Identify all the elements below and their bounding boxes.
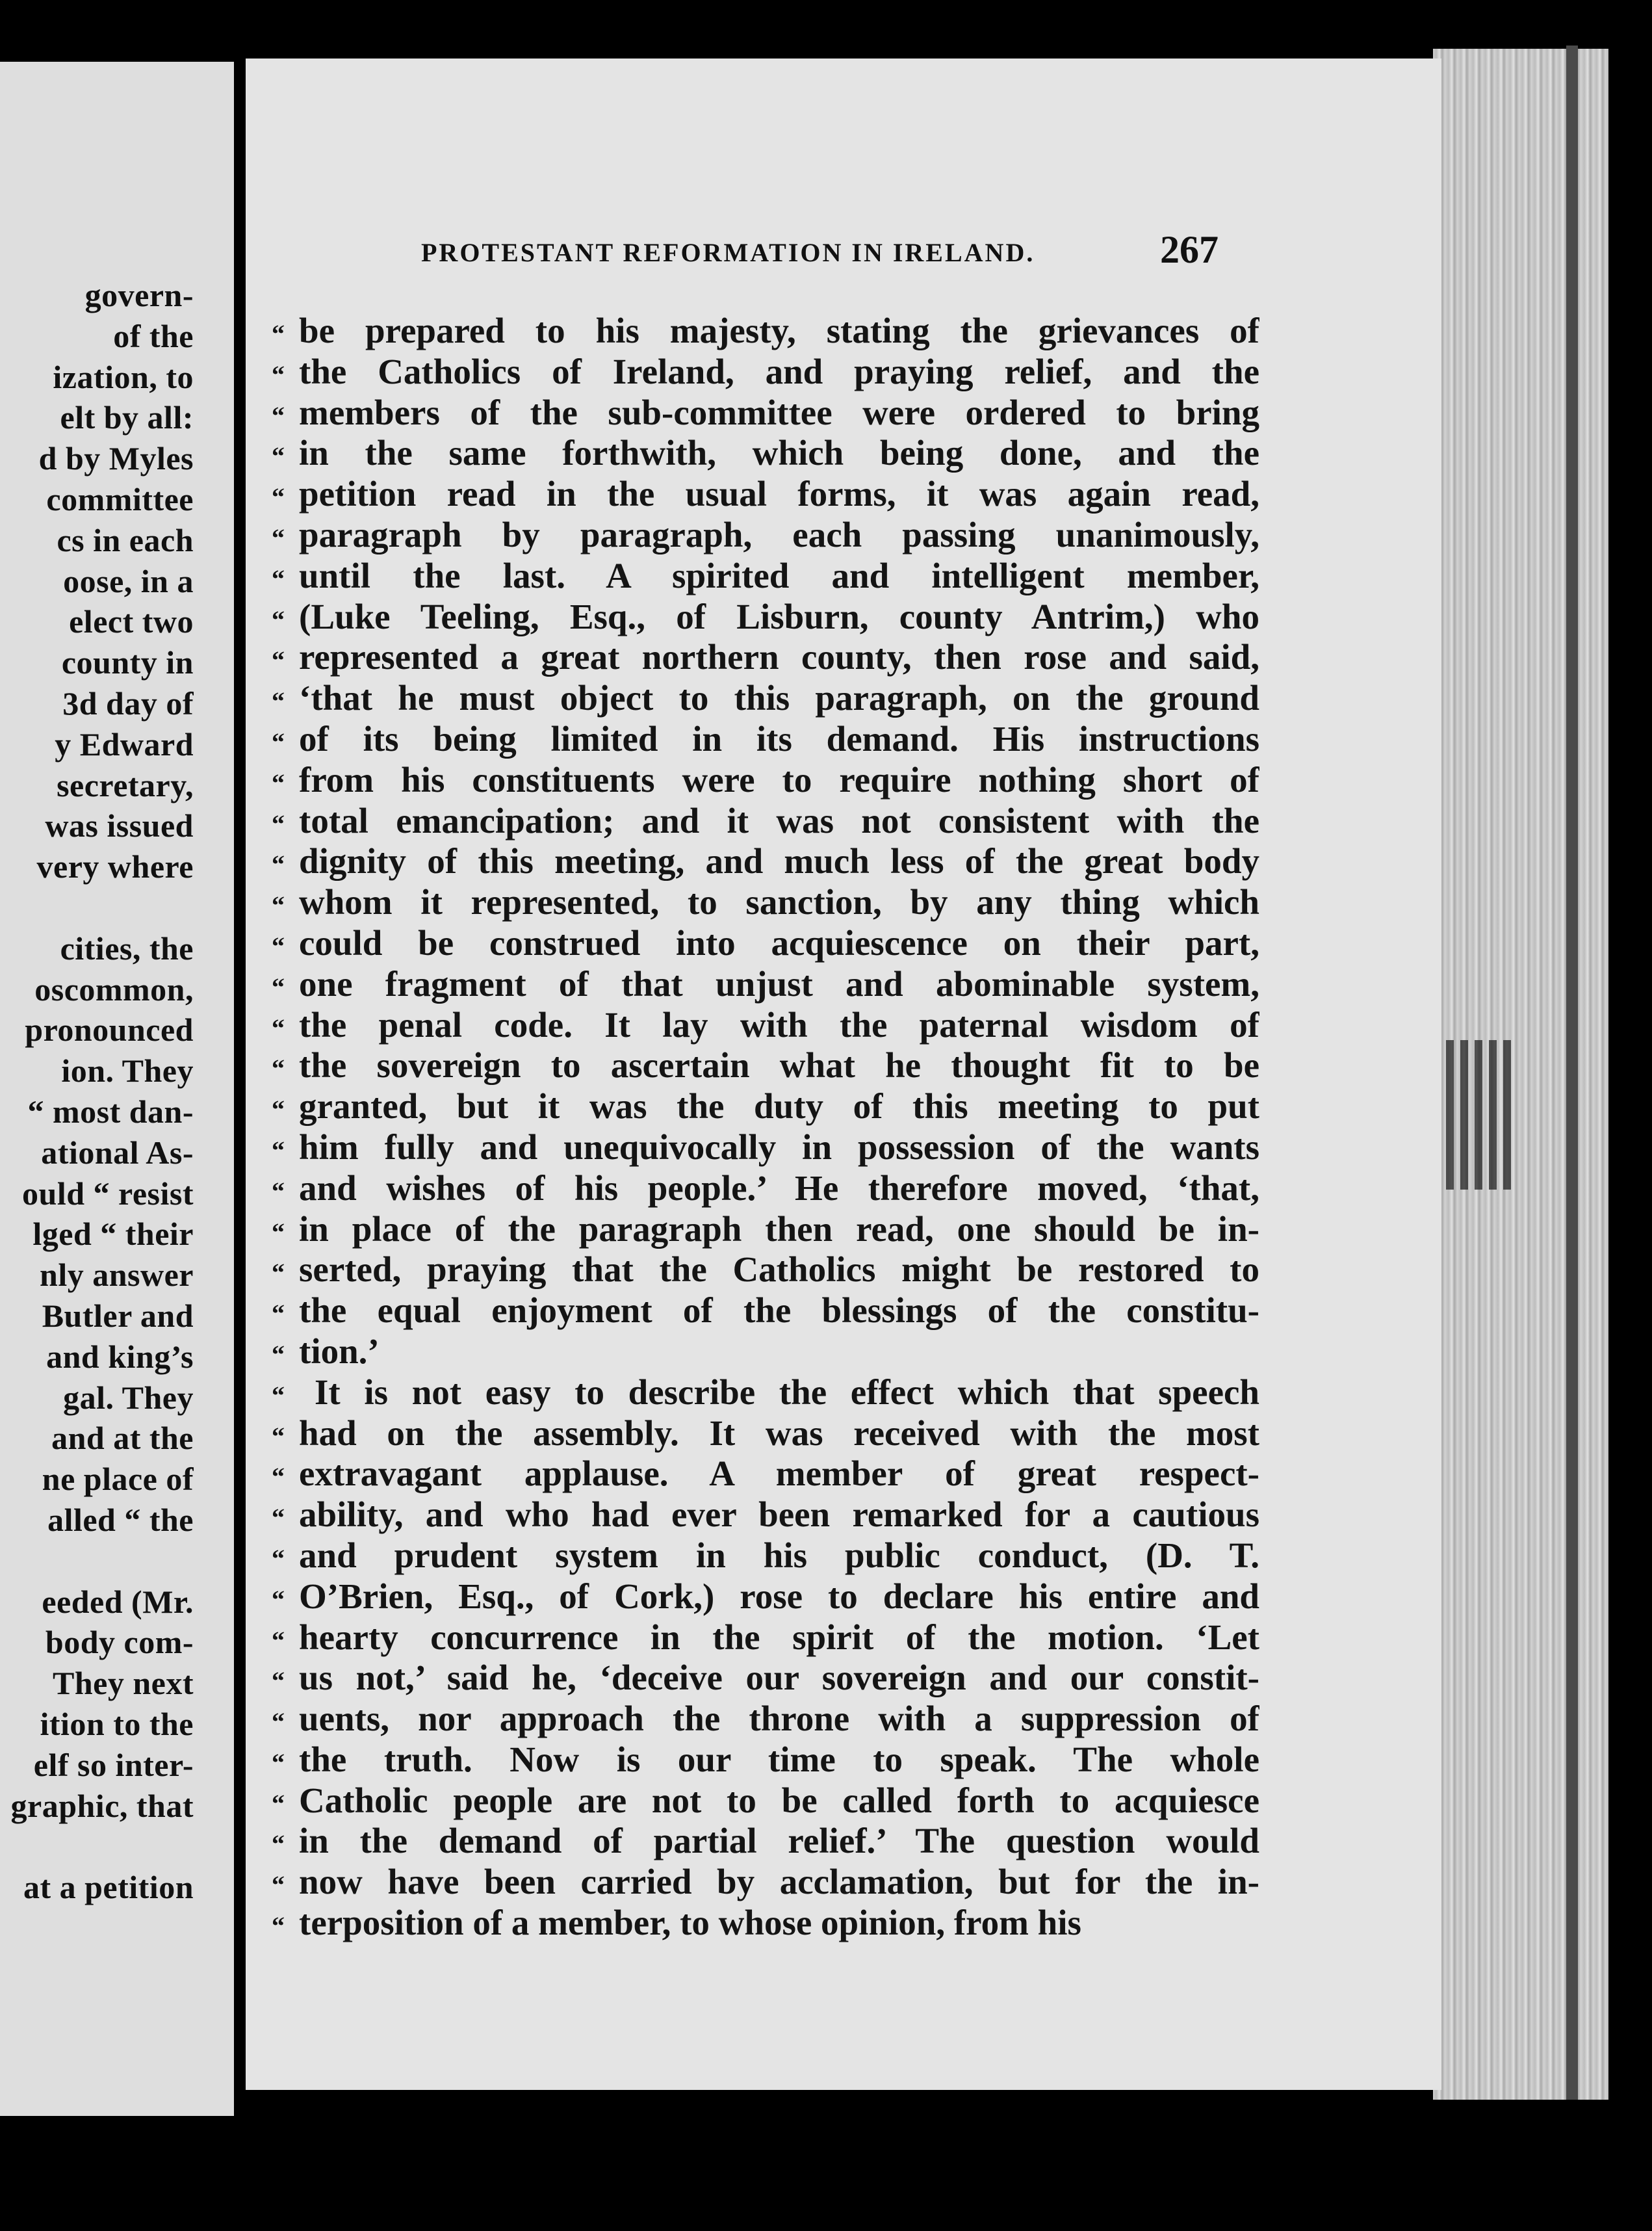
line-text: in the demand of partial relief.’ The question would xyxy=(299,1821,1259,1861)
line-text: Catholic people are not to be called forth to acquiesce xyxy=(299,1780,1259,1820)
left-page-line: and at the xyxy=(51,1420,194,1457)
text-line xyxy=(272,1372,1259,1413)
text-line xyxy=(272,515,1259,556)
line-text: one fragment of that unjust and abominable system, xyxy=(299,963,1259,1004)
quote-mark: “ xyxy=(272,359,285,389)
quote-mark: “ xyxy=(272,1095,285,1125)
text-line xyxy=(272,882,1259,923)
quote-mark: “ xyxy=(272,809,285,839)
text-line xyxy=(272,393,1259,434)
text-line xyxy=(272,433,1259,474)
line-text: of its being limited in its demand. His instructions xyxy=(299,718,1259,759)
text-line xyxy=(272,1086,1259,1127)
quote-mark: “ xyxy=(272,1135,285,1165)
text-line xyxy=(272,1781,1259,1821)
line-text: paragraph by paragraph, each passing unanimously, xyxy=(299,514,1259,554)
line-text: ability, and who had ever been remarked for a cautious xyxy=(299,1494,1259,1535)
quote-mark: “ xyxy=(272,605,285,634)
left-page-line: oscommon, xyxy=(34,971,194,1008)
left-page-line: nly answer xyxy=(40,1257,194,1294)
line-text: (Luke Teeling, Esq., of Lisburn, county Antrim,) who xyxy=(299,596,1259,636)
quote-mark: “ xyxy=(272,1421,285,1451)
line-text: the equal enjoyment of the blessings of the constitu- xyxy=(299,1290,1259,1331)
left-page-line: ion. They xyxy=(61,1052,194,1089)
quote-mark: “ xyxy=(272,931,285,961)
text-line xyxy=(272,1454,1259,1494)
line-text: total emancipation; and it was not consistent with the xyxy=(299,800,1259,841)
left-page-line: Butler and xyxy=(42,1298,194,1334)
text-line xyxy=(272,923,1259,964)
quote-mark: “ xyxy=(272,523,285,553)
line-text: from his constituents were to require nothing short of xyxy=(299,759,1259,800)
quote-mark: “ xyxy=(272,400,285,430)
left-page-line: elt by all: xyxy=(60,399,194,436)
quote-mark: “ xyxy=(272,1462,285,1492)
left-page-line: eeded (Mr. xyxy=(42,1583,194,1620)
line-text: hearty concurrence in the spirit of the motion. ‘Let xyxy=(299,1617,1259,1657)
text-line xyxy=(272,1168,1259,1209)
text-line xyxy=(272,1862,1259,1903)
line-text: had on the assembly. It was received with the most xyxy=(299,1413,1259,1453)
quote-mark: “ xyxy=(272,1176,285,1206)
left-page-line: oose, in a xyxy=(63,562,194,599)
quote-mark: “ xyxy=(272,1339,285,1369)
quote-mark: “ xyxy=(272,1543,285,1573)
line-text: and prudent system in his public conduct, (D. T. xyxy=(299,1535,1259,1575)
left-page-line: ization, to xyxy=(53,358,194,395)
text-line xyxy=(272,1576,1259,1617)
quote-mark: “ xyxy=(272,1217,285,1247)
line-text: members of the sub-committee were ordered to bring xyxy=(299,392,1259,432)
line-text: serted, praying that the Catholics might be restored to xyxy=(299,1249,1259,1290)
quote-mark: “ xyxy=(272,1584,285,1614)
quote-mark: “ xyxy=(272,972,285,1002)
left-page-line: secretary, xyxy=(57,766,194,803)
text-line xyxy=(272,801,1259,842)
quote-mark: “ xyxy=(272,1299,285,1329)
line-text: uents, nor approach the throne with a suppression of xyxy=(299,1699,1259,1739)
line-text: until the last. A spirited and intelligent member, xyxy=(299,555,1259,595)
left-page-line: body com- xyxy=(45,1624,194,1661)
text-line xyxy=(272,1535,1259,1576)
text-line xyxy=(272,1209,1259,1250)
left-page-line: at a petition xyxy=(23,1869,194,1906)
left-page-line: They next xyxy=(53,1665,194,1702)
quote-mark: “ xyxy=(272,850,285,880)
left-page-line: county in xyxy=(61,644,194,681)
line-text: tion.’ xyxy=(299,1331,380,1371)
left-page-line: committee xyxy=(46,481,194,517)
quote-mark: “ xyxy=(272,441,285,471)
text-line xyxy=(272,597,1259,638)
left-page-line: elect two xyxy=(69,603,194,640)
text-line xyxy=(272,637,1259,678)
line-text: and wishes of his people.’ He therefore moved, ‘that, xyxy=(299,1168,1259,1208)
page-number: 267 xyxy=(1160,228,1219,271)
text-line xyxy=(272,1494,1259,1535)
left-page-line: “ most dan- xyxy=(27,1093,194,1130)
quote-mark: “ xyxy=(272,1013,285,1043)
text-line xyxy=(272,1740,1259,1781)
left-page-line: ition to the xyxy=(40,1706,194,1742)
text-line xyxy=(272,1249,1259,1290)
line-text: ‘that he must object to this paragraph, on the ground xyxy=(299,678,1259,718)
left-page-line: was issued xyxy=(45,807,194,844)
text-line xyxy=(272,1331,1259,1372)
line-text: be prepared to his majesty, stating the grievances of xyxy=(299,311,1259,350)
text-line xyxy=(272,1821,1259,1862)
text-line xyxy=(272,719,1259,760)
line-text: the truth. Now is our time to speak. The whole xyxy=(299,1739,1259,1779)
line-text: the Catholics of Ireland, and praying relief, and the xyxy=(299,351,1259,391)
quote-mark: “ xyxy=(272,727,285,757)
text-line xyxy=(272,1413,1259,1454)
quote-mark: “ xyxy=(272,1625,285,1655)
left-page-line: of the xyxy=(113,317,194,354)
left-page-line: and king’s xyxy=(46,1338,194,1375)
left-page-line: ational As- xyxy=(41,1134,194,1171)
quote-mark: “ xyxy=(272,1380,285,1410)
quote-mark: “ xyxy=(272,1870,285,1900)
quote-mark: “ xyxy=(272,1258,285,1288)
quote-mark: “ xyxy=(272,1707,285,1737)
page-edge-shadow xyxy=(1566,46,1578,2100)
text-line xyxy=(272,760,1259,801)
left-page-line: d by Myles xyxy=(38,440,194,477)
left-page-line: y Edward xyxy=(55,725,194,763)
left-page-line: pronounced xyxy=(25,1011,194,1049)
left-page-line: cities, the xyxy=(60,930,194,967)
left-page-line: cs in each xyxy=(57,521,194,558)
running-head: PROTESTANT REFORMATION IN IRELAND. xyxy=(421,238,1035,267)
left-page-line: ould “ resist xyxy=(22,1175,194,1212)
text-line xyxy=(272,1005,1259,1046)
text-line xyxy=(272,1903,1259,1944)
line-text: in place of the paragraph then read, one should be in- xyxy=(299,1208,1259,1249)
quote-mark: “ xyxy=(272,891,285,920)
text-line xyxy=(272,1045,1259,1086)
line-text: could be construed into acquiescence on their part, xyxy=(299,922,1259,963)
left-page-line: very where xyxy=(36,848,194,885)
line-text: him fully and unequivocally in possession of the wants xyxy=(299,1127,1259,1167)
line-text: represented a great northern county, then rose and said, xyxy=(299,637,1259,677)
left-page-line: elf so inter- xyxy=(33,1746,194,1783)
quote-mark: “ xyxy=(272,646,285,675)
line-text: whom it represented, to sanction, by any thing which xyxy=(299,882,1259,922)
left-page-line: lged “ their xyxy=(32,1216,194,1253)
left-page-line: gal. They xyxy=(63,1379,194,1416)
left-page-line: alled “ the xyxy=(47,1502,194,1538)
line-text: the penal code. It lay with the paternal wisdom of xyxy=(299,1004,1259,1045)
quote-mark: “ xyxy=(272,319,285,348)
quote-mark: “ xyxy=(272,1666,285,1696)
line-text: It is not easy to describe the effect which that speech xyxy=(315,1372,1259,1412)
text-line xyxy=(272,352,1259,393)
body-text xyxy=(272,311,1259,1944)
text-line xyxy=(272,1127,1259,1168)
text-line xyxy=(272,678,1259,719)
quote-mark: “ xyxy=(272,686,285,716)
line-text: petition read in the usual forms, it was again read, xyxy=(299,474,1259,514)
left-page-line: govern- xyxy=(84,277,194,313)
text-line xyxy=(272,1617,1259,1658)
text-line xyxy=(272,841,1259,882)
line-text: us not,’ said he, ‘deceive our sovereign and our constit- xyxy=(299,1658,1259,1698)
text-line xyxy=(272,1290,1259,1331)
line-text: O’Brien, Esq., of Cork,) rose to declare his entire and xyxy=(299,1576,1259,1616)
line-text: in the same forthwith, which being done, and the xyxy=(299,433,1259,473)
line-text: dignity of this meeting, and much less of the great body xyxy=(299,841,1259,881)
text-line xyxy=(272,1658,1259,1699)
line-text: now have been carried by acclamation, but for the in- xyxy=(299,1862,1259,1902)
quote-mark: “ xyxy=(272,1788,285,1818)
quote-mark: “ xyxy=(272,1911,285,1941)
text-line xyxy=(272,556,1259,597)
text-line xyxy=(272,311,1259,352)
quote-mark: “ xyxy=(272,1503,285,1533)
line-text: extravagant applause. A member of great respect- xyxy=(299,1454,1259,1494)
quote-mark: “ xyxy=(272,1747,285,1777)
line-text: terposition of a member, to whose opinion, from his xyxy=(299,1903,1081,1943)
line-text: the sovereign to ascertain what he thought fit to be xyxy=(299,1045,1259,1086)
left-facing-page xyxy=(0,62,234,2116)
quote-mark: “ xyxy=(272,1829,285,1859)
left-page-line: 3d day of xyxy=(62,685,194,722)
text-line xyxy=(272,964,1259,1005)
quote-mark: “ xyxy=(272,482,285,512)
left-page-line: graphic, that xyxy=(10,1787,194,1824)
quote-mark: “ xyxy=(272,564,285,594)
text-line xyxy=(272,1699,1259,1740)
text-line xyxy=(272,474,1259,515)
quote-mark: “ xyxy=(272,1054,285,1084)
quote-mark: “ xyxy=(272,768,285,798)
page-edge-smudge xyxy=(1446,1040,1517,1190)
line-text: granted, but it was the duty of this meeting to put xyxy=(299,1086,1259,1127)
left-page-line: ne place of xyxy=(42,1461,194,1498)
